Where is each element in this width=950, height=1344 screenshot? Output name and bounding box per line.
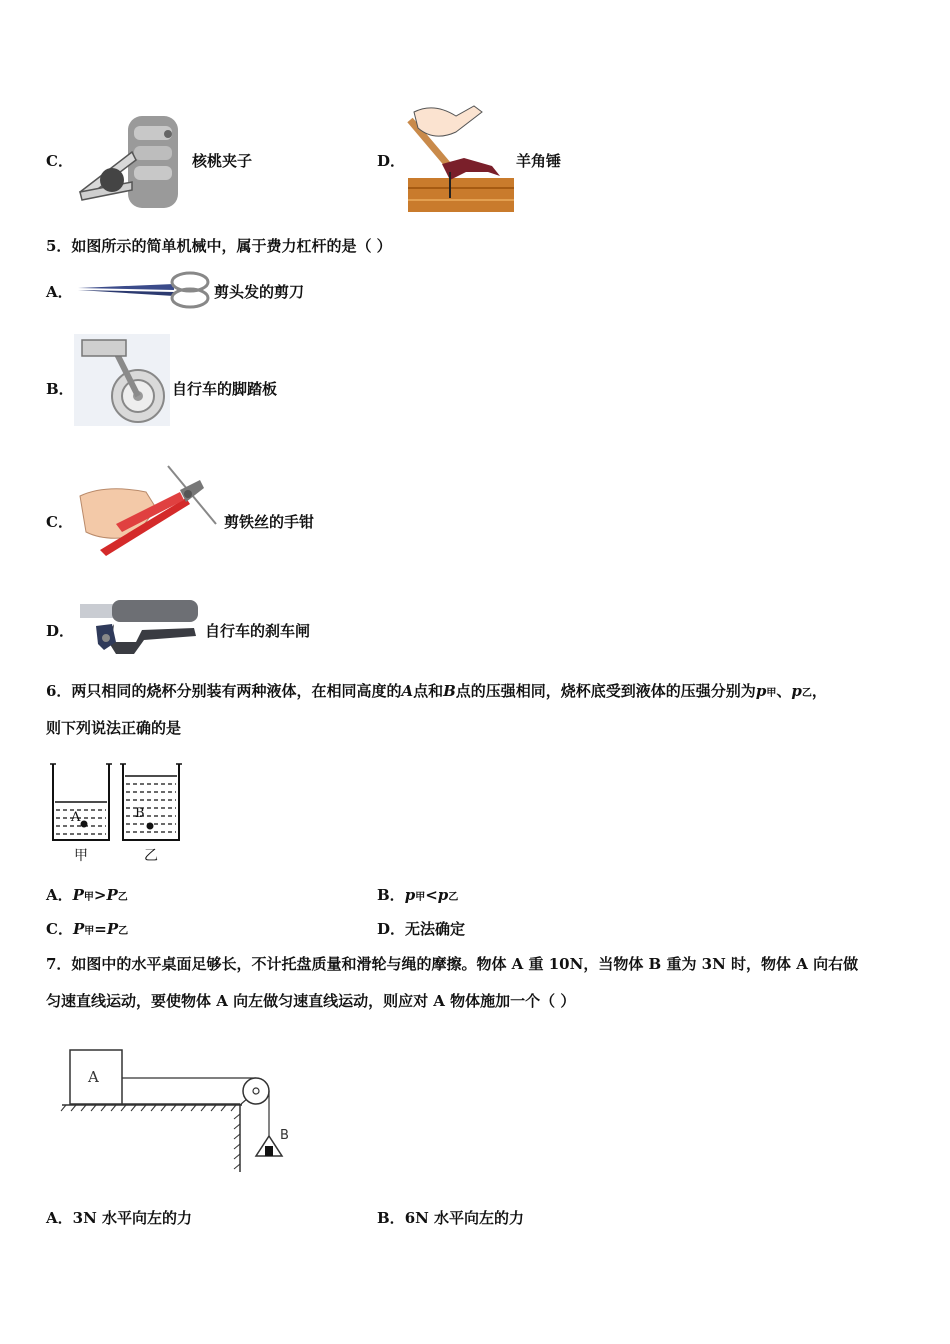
- q4-option-d-letter[interactable]: D．: [377, 152, 406, 170]
- q6-option-a[interactable]: A．P甲>P乙: [46, 886, 128, 904]
- nutcracker-image: [72, 112, 192, 212]
- question-6-stem-line1: 6．两只相同的烧杯分别装有两种液体，在相同高度的A点和B点的压强相同，烧杯底受到液体的压强分别为p甲、p乙，: [46, 682, 827, 700]
- q7-option-b[interactable]: B．6N 水平向左的力: [377, 1209, 525, 1227]
- beaker-yi-point-b: [147, 823, 154, 830]
- hair-scissors-image: [76, 270, 214, 310]
- beaker-jia-label: 甲: [74, 848, 88, 864]
- beaker-jia-point-a-label: A: [71, 810, 81, 825]
- question-5-stem: 5．如图所示的简单机械中，属于费力杠杆的是（ ）: [46, 237, 392, 255]
- q6-option-d[interactable]: D．无法确定: [377, 920, 466, 938]
- q4-option-c-letter[interactable]: C．: [46, 152, 73, 170]
- q5-option-c-label: 剪铁丝的手钳: [224, 513, 315, 531]
- q4-option-d-label: 羊角锤: [516, 152, 562, 170]
- beaker-jia-point-a: [81, 821, 88, 828]
- beaker-yi-point-b-label: B: [135, 806, 145, 821]
- q5-option-b-letter[interactable]: B．: [46, 380, 74, 398]
- bicycle-brake-lever-image: [76, 598, 204, 660]
- q5-option-b-label: 自行车的脚踏板: [172, 380, 278, 398]
- claw-hammer-image: [404, 102, 518, 214]
- q5-option-d-label: 自行车的刹车闸: [205, 622, 311, 640]
- q5-option-c-letter[interactable]: C．: [46, 513, 73, 531]
- block-a-label: A: [88, 1068, 99, 1086]
- wire-cutter-pliers-image: [76, 462, 222, 558]
- q4-option-c-label: 核桃夹子: [192, 152, 253, 170]
- q5-option-d-letter[interactable]: D．: [46, 622, 75, 640]
- question-7-stem-line1: 7．如图中的水平桌面足够长，不计托盘质量和滑轮与绳的摩擦。物体 A 重 10N，当物体 B 重为 3N 时，物体 A 向右做: [46, 955, 859, 973]
- pulley-diagram: [58, 1044, 308, 1176]
- beaker-yi-label: 乙: [144, 848, 158, 864]
- tray-b-label: B: [280, 1128, 289, 1143]
- q6-option-b[interactable]: B．p甲<p乙: [377, 886, 459, 904]
- question-6-stem-line2: 则下列说法正确的是: [46, 719, 182, 737]
- question-7-stem-line2: 匀速直线运动，要使物体 A 向左做匀速直线运动，则应对 A 物体施加一个（ ）: [46, 992, 576, 1010]
- beakers-diagram: [46, 758, 186, 868]
- q5-option-a-letter[interactable]: A．: [46, 283, 73, 301]
- q6-option-c[interactable]: C．P甲=P乙: [46, 920, 129, 938]
- q5-option-a-label: 剪头发的剪刀: [214, 283, 305, 301]
- bicycle-pedal-image: [74, 334, 170, 426]
- q7-option-a[interactable]: A．3N 水平向左的力: [46, 1209, 193, 1227]
- weight-b: [265, 1146, 273, 1156]
